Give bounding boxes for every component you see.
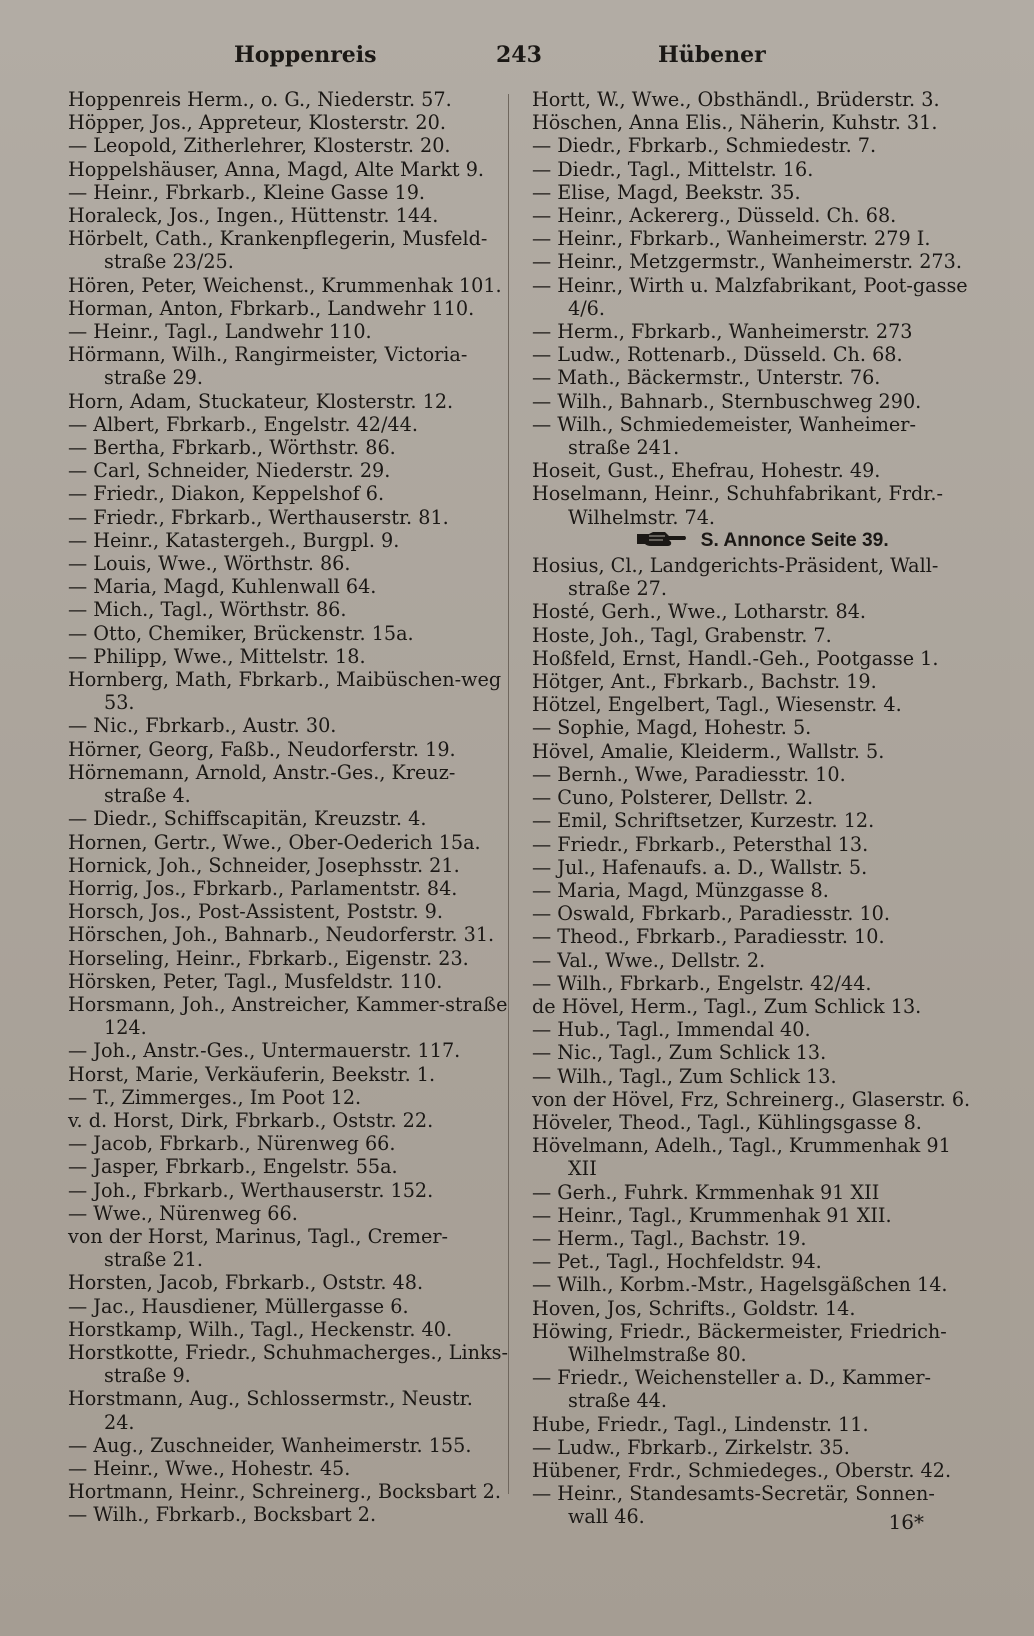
directory-entry: — Aug., Zuschneider, Wanheimerstr. 155.: [68, 1433, 472, 1457]
directory-entry: Hoseit, Gust., Ehefrau, Hohestr. 49.: [532, 459, 881, 483]
directory-entry: — Jac., Hausdiener, Müllergasse 6.: [68, 1294, 409, 1318]
directory-entry: Höpper, Jos., Appreteur, Klosterstr. 20.: [68, 111, 446, 135]
left-column: [68, 88, 508, 1527]
header-right-keyword: Hübener: [658, 42, 766, 68]
right-column-part-1: [532, 88, 972, 529]
directory-entry: — Wilh., Korbm.-Mstr., Hagelsgäßchen 14.: [532, 1273, 948, 1297]
directory-entry: Höschen, Anna Elis., Näherin, Kuhstr. 31.: [532, 111, 938, 135]
directory-entry: Hoste, Joh., Tagl, Grabenstr. 7.: [532, 623, 832, 647]
directory-entry: — Friedr., Fbrkarb., Petersthal 13.: [532, 832, 869, 856]
directory-entry: — Wilh., Schmiedemeister, Wanheimer-straße 241.: [532, 412, 916, 460]
directory-entry: — Jasper, Fbrkarb., Engelstr. 55a.: [68, 1155, 398, 1179]
directory-entry: von der Horst, Marinus, Tagl., Cremer-straße 21.: [68, 1224, 449, 1272]
directory-entry: Hoppenreis Herm., o. G., Niederstr. 57.: [68, 88, 452, 111]
directory-entry: — Friedr., Diakon, Keppelshof 6.: [68, 482, 385, 506]
directory-entry: — Oswald, Fbrkarb., Paradiesstr. 10.: [532, 902, 890, 926]
directory-entry: Hörmann, Wilh., Rangirmeister, Victoria-straße 29.: [68, 343, 468, 390]
header-left-keyword: Hoppenreis: [234, 42, 377, 68]
directory-entry: — Heinr., Ackererg., Düsseld. Ch. 68.: [532, 204, 897, 228]
directory-entry: — Heinr., Fbrkarb., Wanheimerstr. 279 I.: [532, 227, 931, 251]
directory-entry: Horsch, Jos., Post-Assistent, Poststr. 9.: [68, 900, 443, 924]
directory-entry: Horst, Marie, Verkäuferin, Beekstr. 1.: [68, 1062, 436, 1086]
directory-entry: — Wilh., Fbrkarb., Bocksbart 2.: [68, 1503, 377, 1527]
directory-entry: Horseling, Heinr., Fbrkarb., Eigenstr. 23.: [68, 946, 469, 970]
directory-entry: Hübener, Frdr., Schmiedeges., Oberstr. 42.: [532, 1458, 952, 1482]
directory-entry: Hornick, Joh., Schneider, Josephsstr. 21.: [68, 853, 460, 877]
directory-entry: Horaleck, Jos., Ingen., Hüttenstr. 144.: [68, 204, 439, 228]
directory-entry: — Sophie, Magd, Hohestr. 5.: [532, 716, 812, 740]
directory-entry: Horman, Anton, Fbrkarb., Landwehr 110.: [68, 296, 475, 320]
directory-entry: — Heinr., Katastergeh., Burgpl. 9.: [68, 528, 400, 552]
directory-entry: — Heinr., Fbrkarb., Kleine Gasse 19.: [68, 180, 426, 204]
directory-entry: — Jacob, Fbrkarb., Nürenweg 66.: [68, 1132, 396, 1156]
directory-entry: Hörnemann, Arnold, Anstr.-Ges., Kreuz-straße 4.: [68, 760, 456, 808]
directory-entry: — Heinr., Wwe., Hohestr. 45.: [68, 1456, 351, 1480]
directory-entry: — Math., Bäckermstr., Unterstr. 76.: [532, 366, 881, 390]
right-column: [532, 88, 972, 1529]
directory-entry: — Heinr., Metzgermstr., Wanheimerstr. 273.: [532, 250, 962, 274]
directory-entry: Horstmann, Aug., Schlossermstr., Neustr. 24.: [68, 1387, 473, 1434]
directory-entry: Hörbelt, Cath., Krankenpflegerin, Musfeld-straße 23/25.: [68, 227, 488, 274]
directory-entry: Hötger, Ant., Fbrkarb., Bachstr. 19.: [532, 670, 877, 694]
directory-entry: — Joh., Fbrkarb., Werthauserstr. 152.: [68, 1178, 434, 1202]
directory-entry: — Wilh., Bahnarb., Sternbuschweg 290.: [532, 389, 922, 413]
directory-entry: — Theod., Fbrkarb., Paradiesstr. 10.: [532, 925, 885, 949]
directory-entry: — Hub., Tagl., Immendal 40.: [532, 1018, 811, 1042]
directory-entry: — Diedr., Schiffscapitän, Kreuzstr. 4.: [68, 807, 427, 831]
directory-entry: — Ludw., Rottenarb., Düsseld. Ch. 68.: [532, 343, 903, 367]
directory-entry: — Ludw., Fbrkarb., Zirkelstr. 35.: [532, 1435, 850, 1459]
directory-entry: — T., Zimmerges., Im Poot 12.: [68, 1085, 362, 1109]
page-number: 243: [496, 42, 542, 68]
directory-entry: — Heinr., Wirth u. Malzfabrikant, Poot-gasse 4/6.: [532, 273, 968, 320]
column-divider: [508, 94, 509, 1494]
directory-entry: Hortmann, Heinr., Schreinerg., Bocksbart 2.: [68, 1480, 501, 1504]
directory-entry: — Louis, Wwe., Wörthstr. 86.: [68, 552, 351, 576]
directory-entry: — Heinr., Tagl., Landwehr 110.: [68, 320, 372, 344]
directory-entry: Horrig, Jos., Fbrkarb., Parlamentstr. 84.: [68, 876, 458, 900]
directory-entry: Horstkotte, Friedr., Schuhmacherges., Links-straße 9.: [68, 1340, 508, 1388]
directory-entry: Hornberg, Math, Fbrkarb., Maibüschen-weg 53.: [68, 668, 502, 715]
directory-entry: Hoven, Jos, Schrifts., Goldstr. 14.: [532, 1296, 856, 1320]
directory-entry: — Maria, Magd, Kuhlenwall 64.: [68, 575, 377, 599]
directory-entry: Horstkamp, Wilh., Tagl., Heckenstr. 40.: [68, 1317, 453, 1341]
directory-entry: — Otto, Chemiker, Brückenstr. 15a.: [68, 621, 414, 645]
directory-entry: — Wwe., Nürenweg 66.: [68, 1201, 298, 1225]
directory-entry: — Heinr., Tagl., Krummenhak 91 XII.: [532, 1203, 892, 1227]
directory-entry: Hoßfeld, Ernst, Handl.-Geh., Pootgasse 1.: [532, 646, 939, 670]
directory-entry: — Friedr., Weichensteller a. D., Kammer-straße 44.: [532, 1366, 931, 1413]
directory-entry: Hoppelshäuser, Anna, Magd, Alte Markt 9.: [68, 157, 485, 181]
directory-entry: — Jul., Hafenaufs. a. D., Wallstr. 5.: [532, 855, 868, 879]
directory-entry: — Bertha, Fbrkarb., Wörthstr. 86.: [68, 436, 396, 460]
directory-entry: Hörschen, Joh., Bahnarb., Neudorferstr. 31.: [68, 923, 495, 947]
pointing-hand-icon: [635, 530, 687, 554]
directory-entry: Horsten, Jacob, Fbrkarb., Oststr. 48.: [68, 1271, 424, 1295]
directory-entry: — Leopold, Zitherlehrer, Klosterstr. 20.: [68, 134, 451, 158]
directory-entry: Hortt, W., Wwe., Obsthändl., Brüderstr. 3.: [532, 88, 940, 111]
directory-entry: Hövel, Amalie, Kleiderm., Wallstr. 5.: [532, 739, 885, 763]
directory-entry: — Herm., Tagl., Bachstr. 19.: [532, 1226, 807, 1250]
directory-entry: Hören, Peter, Weichenst., Krummenhak 101.: [68, 273, 502, 297]
directory-entry: — Joh., Anstr.-Ges., Untermauerstr. 117.: [68, 1039, 461, 1063]
right-column-part-2: [532, 554, 972, 1529]
directory-entry: de Hövel, Herm., Tagl., Zum Schlick 13.: [532, 994, 922, 1018]
directory-entry: — Diedr., Fbrkarb., Schmiedestr. 7.: [532, 134, 877, 158]
directory-entry: Horsmann, Joh., Anstreicher, Kammer-straße 124.: [68, 992, 508, 1040]
directory-entry: Hörsken, Peter, Tagl., Musfeldstr. 110.: [68, 969, 443, 993]
directory-entry: Hube, Friedr., Tagl., Lindenstr. 11.: [532, 1412, 869, 1436]
directory-entry: v. d. Horst, Dirk, Fbrkarb., Oststr. 22.: [68, 1108, 434, 1132]
directory-entry: — Diedr., Tagl., Mittelstr. 16.: [532, 157, 814, 181]
directory-entry: Hoselmann, Heinr., Schuhfabrikant, Frdr.-Wilhelmstr. 74.: [532, 482, 943, 529]
directory-entry: — Philipp, Wwe., Mittelstr. 18.: [68, 644, 366, 668]
directory-entry: — Bernh., Wwe, Paradiesstr. 10.: [532, 762, 846, 786]
directory-entry: — Cuno, Polsterer, Dellstr. 2.: [532, 786, 814, 810]
directory-entry: — Wilh., Fbrkarb., Engelstr. 42/44.: [532, 971, 872, 995]
directory-entry: — Herm., Fbrkarb., Wanheimerstr. 273: [532, 320, 913, 344]
directory-entry: — Nic., Tagl., Zum Schlick 13.: [532, 1041, 827, 1065]
page-header: [0, 34, 1034, 74]
directory-entry: — Gerh., Fuhrk. Krmmenhak 91 XII: [532, 1180, 880, 1204]
directory-entry: Horn, Adam, Stuckateur, Klosterstr. 12.: [68, 389, 454, 413]
directory-entry: — Carl, Schneider, Niederstr. 29.: [68, 459, 391, 483]
directory-entry: Hötzel, Engelbert, Tagl., Wiesenstr. 4.: [532, 693, 902, 717]
directory-entry: Hosius, Cl., Landgerichts-Präsident, Wall-straße 27.: [532, 554, 939, 601]
directory-entry: Hövelmann, Adelh., Tagl., Krummenhak 91 XII: [532, 1134, 951, 1181]
advertisement-text: S. Annonce Seite 39.: [700, 529, 889, 551]
directory-entry: Hornen, Gertr., Wwe., Ober-Oederich 15a.: [68, 830, 481, 854]
directory-entry: — Val., Wwe., Dellstr. 2.: [532, 948, 766, 972]
signature-mark: 16*: [888, 1510, 924, 1534]
directory-entry: Höwing, Friedr., Bäckermeister, Friedrich-Wilhelmstraße 80.: [532, 1319, 947, 1366]
directory-entry: — Emil, Schriftsetzer, Kurzestr. 12.: [532, 809, 875, 833]
directory-entry: Hörner, Georg, Faßb., Neudorferstr. 19.: [68, 737, 456, 761]
directory-entry: — Pet., Tagl., Hochfeldstr. 94.: [532, 1250, 822, 1274]
directory-entry: — Elise, Magd, Beekstr. 35.: [532, 180, 801, 204]
directory-entry: — Albert, Fbrkarb., Engelstr. 42/44.: [68, 412, 418, 436]
advertisement-reference: [532, 529, 972, 554]
directory-entry: Hosté, Gerh., Wwe., Lotharstr. 84.: [532, 600, 867, 624]
directory-entry: — Heinr., Standesamts-Secretär, Sonnen-wall 46.: [532, 1482, 935, 1529]
directory-entry: — Maria, Magd, Münzgasse 8.: [532, 878, 829, 902]
directory-entry: von der Hövel, Frz, Schreinerg., Glaserstr. 6.: [532, 1087, 971, 1111]
directory-entry: — Wilh., Tagl., Zum Schlick 13.: [532, 1064, 837, 1088]
directory-entry: — Nic., Fbrkarb., Austr. 30.: [68, 714, 337, 738]
directory-entry: Höveler, Theod., Tagl., Kühlingsgasse 8.: [532, 1110, 922, 1134]
directory-entry: — Mich., Tagl., Wörthstr. 86.: [68, 598, 347, 622]
directory-entry: — Friedr., Fbrkarb., Werthauserstr. 81.: [68, 505, 449, 529]
